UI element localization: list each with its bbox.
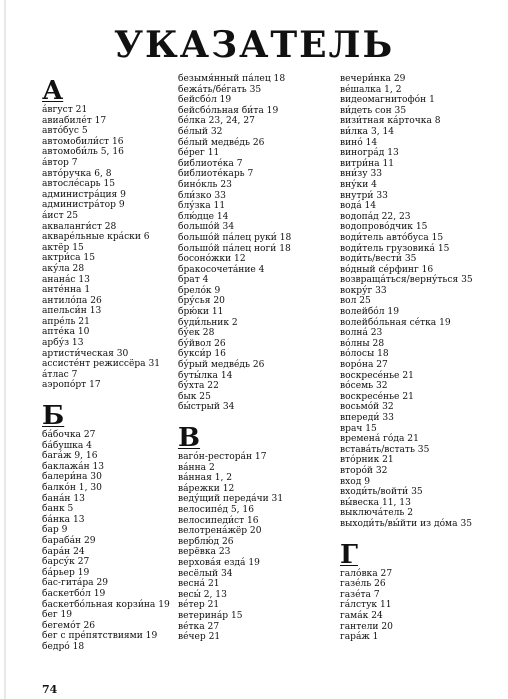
index-entry: впереди́ 33 — [340, 413, 394, 423]
index-entry: веду́щий переда́чи 31 — [178, 494, 284, 505]
index-entry: вни́зу 33 — [340, 169, 383, 180]
index-column-3 — [340, 74, 480, 643]
index-entry: босоно́жки 12 — [178, 254, 246, 265]
index-entry: води́тель авто́буса 15 — [340, 232, 444, 243]
index-entry: волейбо́льная се́тка 19 — [340, 317, 451, 328]
index-entry: актёр 15 — [42, 242, 84, 253]
index-entry: брат 4 — [178, 275, 209, 286]
index-entry: акваре́льные кра́ски 6 — [42, 232, 150, 243]
index-entry: водопрово́дчик 15 — [340, 222, 428, 233]
index-entry: вну́ки 4 — [340, 179, 377, 190]
index-entry: ассисте́нт режиссёра 31 — [42, 359, 161, 370]
index-entry: акваланги́ст 28 — [42, 221, 117, 232]
index-entry: води́тель грузовика́ 15 — [340, 243, 450, 254]
section-letter: А — [42, 76, 64, 106]
index-entry: выходи́ть/вы́йти из до́ма 35 — [340, 518, 473, 529]
index-entry: ба́рьер 19 — [42, 567, 90, 578]
index-entry: водопа́д 22, 23 — [340, 211, 411, 222]
index-entry: апре́ль 21 — [42, 316, 90, 327]
index-entry: весёлый 34 — [178, 568, 233, 579]
index-entry: весна́ 21 — [178, 579, 220, 590]
index-entry: верблю́д 26 — [178, 536, 234, 547]
index-entry: авто́бус 5 — [42, 126, 88, 137]
index-entry: бру́сья 20 — [178, 296, 225, 307]
index-entry: верхова́я езда́ 19 — [178, 557, 260, 568]
index-entry: буты́лка 14 — [178, 370, 233, 381]
index-entry: бегемо́т 26 — [42, 620, 96, 631]
index-column-1 — [42, 74, 172, 653]
index-entry: вход 9 — [340, 476, 370, 487]
index-entry: встава́ть/встать 35 — [340, 444, 430, 455]
index-entry: визи́тная ка́рточка 8 — [340, 116, 441, 127]
index-entry: анте́нна 1 — [42, 285, 91, 296]
index-entry: ви́деть сон 35 — [340, 105, 407, 116]
index-entry: ве́тер 21 — [178, 600, 220, 611]
index-entry: бег 19 — [42, 610, 73, 621]
index-entry: гара́ж 1 — [340, 632, 379, 643]
index-entry: ва́нна 2 — [178, 462, 215, 473]
index-entry: а́тлас 7 — [42, 369, 78, 380]
index-entry: бара́н 24 — [42, 546, 85, 557]
index-entry: велосипе́д 5, 16 — [178, 504, 254, 515]
index-entry: вода́ 14 — [340, 201, 377, 212]
index-entry: ваго́н-рестора́н 17 — [178, 452, 267, 462]
section-gap — [340, 530, 480, 538]
index-entry: ве́тка 27 — [178, 621, 220, 632]
index-entry: баклажа́н 13 — [42, 461, 105, 472]
page-edge — [4, 0, 6, 699]
index-entry: времена́ го́да 21 — [340, 434, 419, 445]
index-entry: аку́ла 28 — [42, 263, 85, 274]
index-entry: большо́й па́лец ноги́ 18 — [178, 243, 291, 254]
index-entry: вино́ 14 — [340, 137, 378, 148]
index-entry: ба́бушка 4 — [42, 440, 92, 451]
index-entry: ве́шалка 1, 2 — [340, 84, 402, 95]
section-gap — [42, 391, 172, 399]
index-entry: а́ист 25 — [42, 210, 79, 221]
index-entry: ва́нная 1, 2 — [178, 473, 233, 484]
index-entry: балери́на 30 — [42, 472, 102, 483]
index-entry: вол 25 — [340, 296, 371, 307]
index-entry: банк 5 — [42, 504, 74, 515]
page-title: УКАЗАТЕЛЬ — [113, 24, 395, 66]
index-entry: бараба́н 29 — [42, 535, 96, 546]
index-entry: волейбо́л 19 — [340, 307, 400, 318]
index-entry: воскресе́нье 21 — [340, 370, 414, 381]
index-entry: ве́чер 21 — [178, 632, 221, 643]
index-entry: автомоби́ль 5, 16 — [42, 147, 124, 158]
index-entry: видеомагнитофо́н 1 — [340, 95, 435, 106]
index-entry: гама́к 24 — [340, 610, 383, 621]
index-entry: бу́рый медве́дь 26 — [178, 360, 265, 371]
index-entry: барсу́к 27 — [42, 557, 90, 568]
index-entry: бейсбо́л 19 — [178, 95, 232, 106]
index-entry: ба́нка 13 — [42, 514, 85, 525]
index-entry: бар 9 — [42, 525, 68, 536]
index-entry: блу́зка 11 — [178, 201, 226, 212]
index-entry: апте́ка 10 — [42, 327, 90, 338]
index-entry: бежа́ть/бе́гать 35 — [178, 84, 262, 95]
index-entry: а́втор 7 — [42, 157, 78, 168]
index-entry: балко́н 1, 30 — [42, 483, 102, 493]
index-entry: внутри́ 33 — [340, 190, 388, 201]
index-entry: антило́па 26 — [42, 295, 102, 306]
index-entry: администра́ция 9 — [42, 189, 126, 200]
section-gap — [178, 413, 328, 421]
index-entry: велотрена́жёр 20 — [178, 526, 262, 537]
index-entry: большо́й 34 — [178, 222, 235, 233]
index-entry: бана́н 13 — [42, 493, 85, 504]
index-entry: бино́кль 23 — [178, 179, 232, 190]
index-entry: выключа́тель 2 — [340, 508, 413, 519]
index-entry: бедро́ 18 — [42, 641, 85, 652]
index-entry: витри́на 11 — [340, 158, 395, 169]
index-entry: бракосочета́ние 4 — [178, 264, 265, 275]
index-entry: анана́с 13 — [42, 274, 90, 285]
index-entry: автосле́сарь 15 — [42, 179, 116, 190]
index-entry: бейсбо́льная би́та 19 — [178, 105, 279, 116]
section-letter: Б — [42, 401, 65, 432]
index-entry: вечери́нка 29 — [340, 74, 406, 84]
index-entry: а́вгуст 21 — [42, 105, 88, 115]
index-entry: бег с пре́пятствиями 19 — [42, 631, 158, 642]
index-entry: ви́лка 3, 14 — [340, 126, 395, 137]
index-entry: виногра́д 13 — [340, 148, 399, 159]
index-entry: велосипеди́ст 16 — [178, 515, 259, 526]
index-entry: бе́лый 32 — [178, 126, 223, 137]
index-entry: волна́ 23 — [340, 328, 383, 339]
index-entry: во́семь 32 — [340, 381, 388, 392]
index-entry: возвраща́ться/верну́ться 35 — [340, 275, 473, 286]
index-entry: вокру́г 33 — [340, 285, 387, 296]
index-entry: брело́к 9 — [178, 285, 221, 296]
index-entry: второ́й 32 — [340, 465, 388, 476]
index-entry: газе́та 7 — [340, 589, 380, 600]
index-entry: газе́ль 26 — [340, 579, 386, 590]
index-entry: аэропо́рт 17 — [42, 380, 101, 391]
index-entry: баскетбо́льная корзи́на 19 — [42, 599, 170, 610]
page-number: 74 — [42, 683, 58, 696]
index-entry: автомобили́ст 16 — [42, 136, 124, 147]
index-entry: безымя́нный па́лец 18 — [178, 74, 286, 84]
index-entry: бага́ж 9, 16 — [42, 451, 98, 462]
index-entry: во́лны 28 — [340, 338, 385, 349]
index-entry: ва́режки 12 — [178, 483, 235, 494]
index-entry: весы́ 2, 13 — [178, 589, 227, 600]
index-entry: большо́й па́лец руки́ 18 — [178, 232, 292, 243]
index-entry: врач 15 — [340, 423, 377, 434]
index-entry: бе́лка 23, 24, 27 — [178, 116, 255, 127]
index-entry: воскресе́нье 21 — [340, 391, 414, 402]
index-entry: бли́зко 33 — [178, 190, 226, 201]
index-entry: бас-гита́ра 29 — [42, 578, 109, 589]
index-entry: во́лосы 18 — [340, 349, 389, 360]
index-entry: администра́тор 9 — [42, 200, 125, 211]
index-entry: буди́льник 2 — [178, 317, 238, 328]
index-entry: бе́рег 11 — [178, 148, 220, 159]
index-entry: библиоте́карь 7 — [178, 169, 254, 180]
index-entry: арбу́з 13 — [42, 338, 84, 349]
index-entry: артисти́ческая 30 — [42, 348, 129, 359]
section-letter: Г — [340, 539, 358, 570]
index-entry: верёвка 23 — [178, 547, 231, 558]
index-entry: бу́хта 22 — [178, 381, 219, 392]
index-entry: авиабиле́т 17 — [42, 115, 107, 126]
index-entry: ба́бочка 27 — [42, 430, 96, 441]
index-entry: воро́на 27 — [340, 360, 388, 371]
index-entry: води́ть/вести́ 35 — [340, 254, 417, 265]
section-letter: В — [178, 423, 200, 453]
index-entry: бу́ек 28 — [178, 328, 215, 339]
index-column-2 — [178, 74, 328, 643]
index-entry: вто́рник 21 — [340, 455, 394, 466]
index-entry: бык 25 — [178, 391, 211, 402]
index-entry: букси́р 16 — [178, 349, 226, 360]
index-entry: библиоте́ка 7 — [178, 158, 243, 169]
index-entry: гало́вка 27 — [340, 568, 393, 579]
index-entry: актри́са 15 — [42, 253, 95, 264]
index-entry: бе́лый медве́дь 26 — [178, 137, 265, 148]
index-entry: апельси́н 13 — [42, 306, 102, 317]
index-entry: гантели 20 — [340, 621, 393, 632]
index-entry: бы́стрый 34 — [178, 402, 235, 413]
index-entry: блю́дце 14 — [178, 211, 229, 222]
index-entry: вы́веска 11, 13 — [340, 497, 411, 508]
index-entry: во́дный се́рфинг 16 — [340, 264, 434, 275]
index-entry: восьмо́й 32 — [340, 402, 394, 413]
index-entry: входи́ть/войти́ 35 — [340, 487, 423, 498]
index-entry: авто́ручка 6, 8 — [42, 168, 112, 179]
index-entry: баскетбо́л 19 — [42, 588, 106, 599]
index-entry: брю́ки 11 — [178, 307, 224, 318]
index-entry: га́лстук 11 — [340, 600, 392, 611]
index-entry: бу́йвол 26 — [178, 338, 226, 349]
index-entry: ветерина́р 15 — [178, 610, 243, 621]
